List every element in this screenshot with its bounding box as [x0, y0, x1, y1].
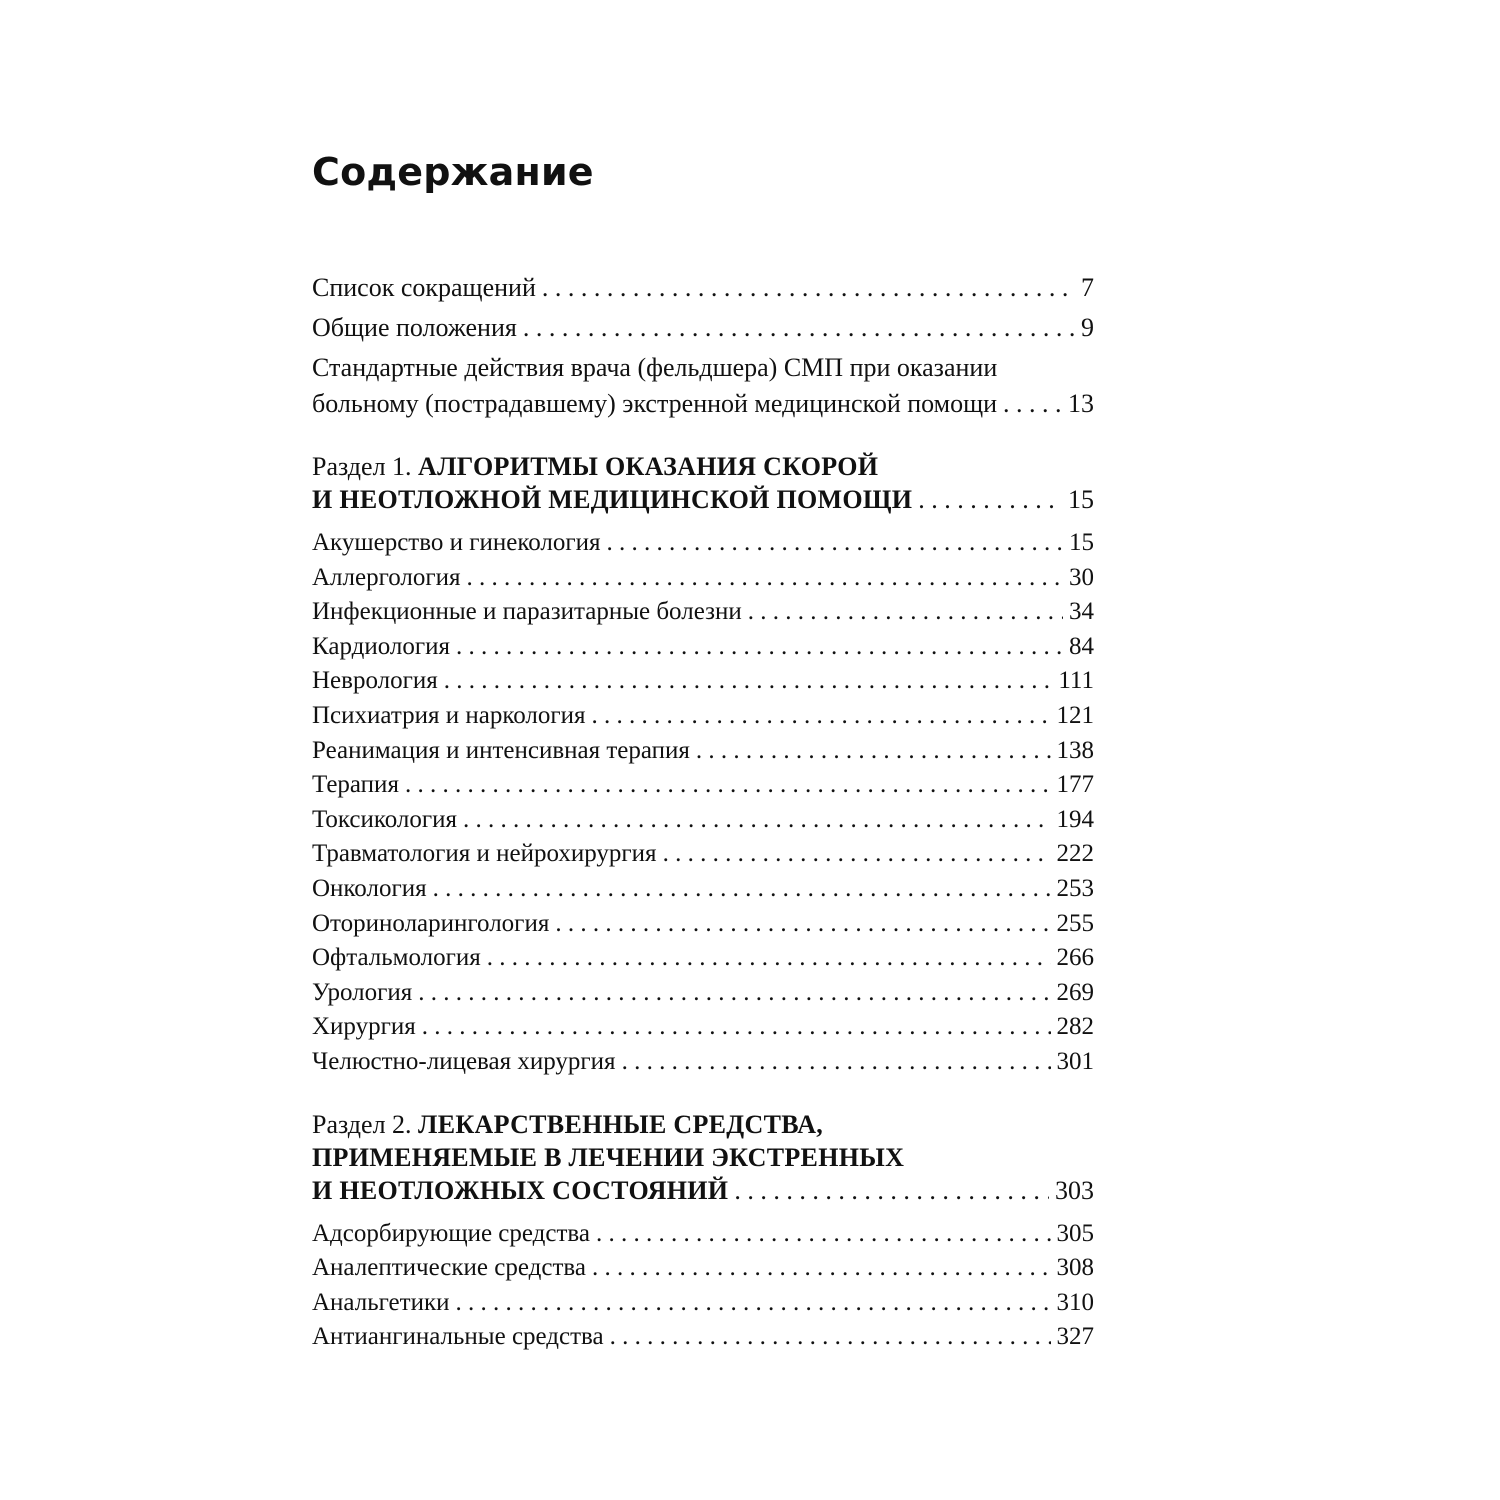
toc-leader-dots [455, 1286, 1050, 1321]
section-label: Раздел 1. [312, 452, 412, 481]
toc-section-1[interactable] [312, 450, 1094, 516]
toc-leader-dots [422, 1010, 1051, 1045]
toc-item[interactable] [312, 561, 1094, 596]
toc-section-2[interactable] [312, 1108, 1094, 1207]
toc-item-page: 269 [1056, 978, 1094, 1006]
toc-item-title: Неврология [312, 667, 438, 695]
toc-item[interactable] [312, 907, 1094, 942]
toc-item-title: Аллергология [312, 563, 461, 591]
toc-item-page: 305 [1056, 1219, 1094, 1247]
section-heading-line3: И НЕОТЛОЖНЫХ СОСТОЯНИЙ [312, 1175, 729, 1205]
toc-item-page: 84 [1069, 632, 1094, 660]
toc-leader-dots [542, 270, 1075, 306]
toc-entry-general[interactable] [312, 310, 1094, 346]
toc-leader-dots [1003, 386, 1062, 422]
toc-entry-title: Список сокращений [312, 273, 536, 302]
section-page: 15 [1068, 485, 1094, 514]
toc-item-title: Психиатрия и наркология [312, 701, 586, 729]
section-heading-line2: И НЕОТЛОЖНОЙ МЕДИЦИНСКОЙ ПОМОЩИ [312, 485, 913, 514]
toc-leader-dots [467, 561, 1063, 596]
toc-item-title: Аналептические средства [312, 1254, 586, 1282]
toc-item-title: Инфекционные и паразитарные болезни [312, 598, 742, 626]
toc-item[interactable] [312, 1010, 1094, 1045]
toc-leader-dots [456, 630, 1063, 665]
toc-leader-dots [696, 734, 1051, 769]
toc-item-title: Антиангинальные средства [312, 1323, 604, 1351]
toc-leader-dots [748, 595, 1063, 630]
section-2-items [312, 1217, 1094, 1355]
toc-item[interactable] [312, 630, 1094, 665]
toc-entry-title-line1: Стандартные действия врача (фельдшера) СМП при оказании [312, 353, 998, 382]
toc-leader-dots [607, 526, 1064, 561]
toc-entry-abbreviations[interactable] [312, 270, 1094, 306]
toc-item-page: 255 [1056, 909, 1094, 937]
toc-item-page: 30 [1069, 563, 1094, 591]
toc-leader-dots [622, 1045, 1051, 1080]
toc-leader-dots [663, 837, 1051, 872]
toc-item-title: Урология [312, 978, 413, 1006]
toc-item-title: Оториноларингология [312, 909, 550, 937]
toc-leader-dots [463, 803, 1050, 838]
section-page: 303 [1055, 1175, 1094, 1205]
section-heading-line2: ПРИМЕНЯЕМЫЕ В ЛЕЧЕНИИ ЭКСТРЕННЫХ [312, 1142, 905, 1172]
toc-item[interactable] [312, 1286, 1094, 1321]
toc-entry-page: 7 [1081, 273, 1094, 302]
toc-item-title: Акушерство и гинекология [312, 529, 601, 556]
toc-item[interactable] [312, 664, 1094, 699]
toc-item[interactable] [312, 941, 1094, 976]
toc-item[interactable] [312, 1045, 1094, 1080]
toc-leader-dots [418, 976, 1050, 1011]
toc-item-page: 266 [1056, 944, 1094, 972]
toc-leader-dots [610, 1320, 1051, 1355]
toc-item[interactable] [312, 734, 1094, 769]
toc-item-page: 310 [1056, 1288, 1094, 1316]
toc-item-page: 194 [1056, 805, 1094, 833]
toc-item-page: 282 [1056, 1013, 1094, 1041]
toc-item[interactable] [312, 976, 1094, 1011]
toc-item-title: Кардиология [312, 632, 450, 660]
toc-item-page: 15 [1069, 529, 1094, 556]
toc-item[interactable] [312, 699, 1094, 734]
toc-leader-dots [734, 1174, 1049, 1207]
toc-item-page: 34 [1069, 598, 1094, 626]
toc-item-title: Адсорбирующие средства [312, 1219, 590, 1247]
toc-item[interactable] [312, 595, 1094, 630]
toc-item[interactable] [312, 1251, 1094, 1286]
toc-item-title: Онкология [312, 874, 427, 902]
toc-item-title: Анальгетики [312, 1288, 450, 1316]
toc-item-title: Терапия [312, 771, 399, 799]
toc-entry-title: Общие положения [312, 313, 517, 342]
toc-item-title: Травматология и нейрохирургия [312, 840, 657, 868]
section-1-items [312, 526, 1094, 1080]
toc-item[interactable] [312, 768, 1094, 803]
toc-item-page: 121 [1056, 701, 1094, 729]
toc-leader-dots [918, 483, 1062, 516]
toc-item-page: 177 [1056, 771, 1094, 799]
toc-item-page: 138 [1056, 736, 1094, 764]
toc-item[interactable] [312, 837, 1094, 872]
toc-leader-dots [433, 872, 1051, 907]
toc-item-title: Офтальмология [312, 944, 481, 972]
page-title: Содержание [312, 150, 594, 194]
toc-leader-dots [487, 941, 1051, 976]
toc-item-page: 111 [1058, 667, 1094, 695]
toc-entry-page: 13 [1068, 389, 1094, 418]
toc-item-page: 327 [1056, 1323, 1094, 1351]
toc-item[interactable] [312, 803, 1094, 838]
toc-item-page: 222 [1056, 840, 1094, 868]
toc-entry-title-line2: больному (пострадавшему) экстренной медицинской помощи [312, 389, 998, 418]
toc-leader-dots [405, 768, 1051, 803]
toc-entry-page: 9 [1081, 313, 1094, 342]
toc-item-title: Хирургия [312, 1013, 416, 1041]
toc-item-title: Челюстно-лицевая хирургия [312, 1047, 616, 1075]
toc-leader-dots [596, 1217, 1051, 1252]
section-label: Раздел 2. [312, 1109, 412, 1139]
toc-entry-standard-actions[interactable] [312, 350, 1094, 422]
toc-leader-dots [592, 1251, 1051, 1286]
toc-item[interactable] [312, 526, 1094, 561]
toc-leader-dots [591, 699, 1050, 734]
toc-item-title: Токсикология [312, 805, 458, 833]
toc-leader-dots [444, 664, 1053, 699]
toc-item[interactable] [312, 1217, 1094, 1252]
toc-leader-dots [523, 310, 1075, 346]
toc-item-page: 308 [1056, 1254, 1094, 1282]
section-heading-line1: ЛЕКАРСТВЕННЫЕ СРЕДСТВА, [418, 1109, 824, 1139]
table-of-contents [312, 270, 1094, 1355]
toc-item-title: Реанимация и интенсивная терапия [312, 736, 690, 764]
section-heading-line1: АЛГОРИТМЫ ОКАЗАНИЯ СКОРОЙ [418, 452, 879, 481]
toc-item[interactable] [312, 872, 1094, 907]
toc-leader-dots [555, 907, 1050, 942]
toc-item-page: 253 [1056, 874, 1094, 902]
toc-item-page: 301 [1056, 1047, 1094, 1075]
toc-item[interactable] [312, 1320, 1094, 1355]
